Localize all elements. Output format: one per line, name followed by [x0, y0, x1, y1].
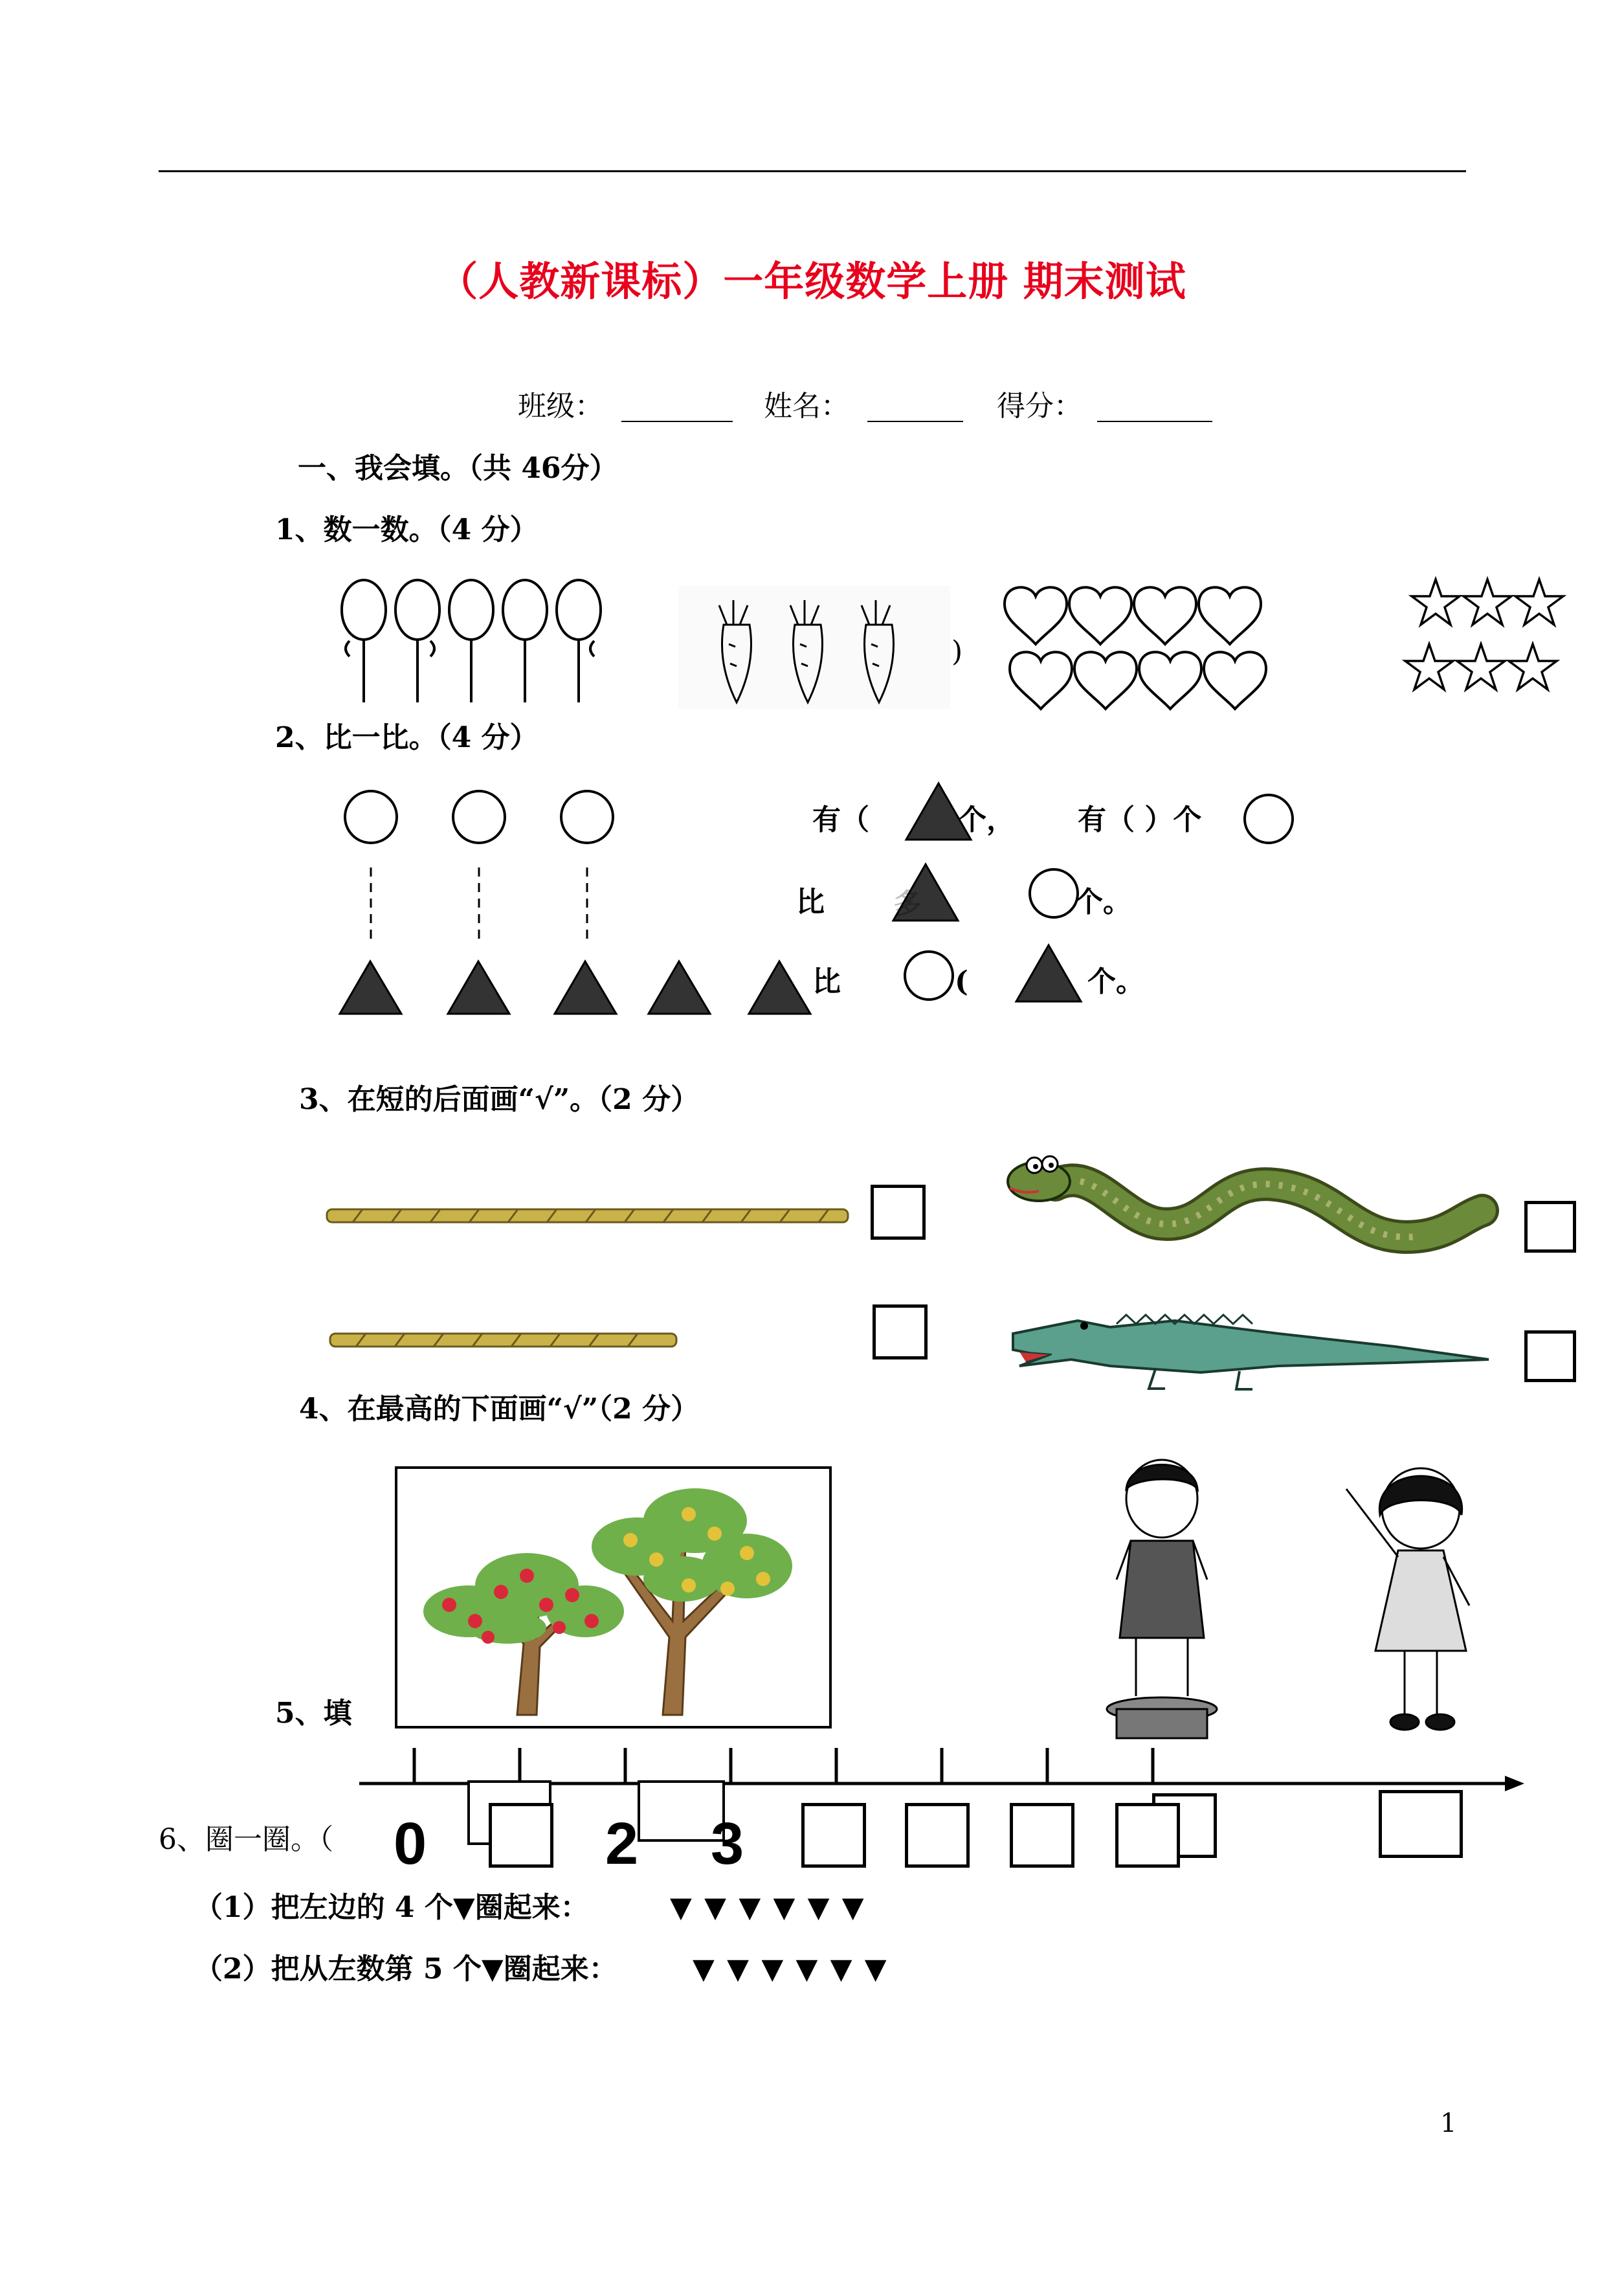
tree-icon [410, 1482, 825, 1721]
star-icon [1509, 644, 1557, 689]
heart-icon [1139, 652, 1201, 709]
circle-icon [453, 791, 505, 843]
section1-heading: 一、我会填。（共 46分） [298, 452, 618, 485]
hearts-group [1003, 579, 1275, 715]
girl-icon [1307, 1457, 1528, 1741]
star-icon [1515, 579, 1563, 625]
circle-icon [561, 791, 613, 843]
heart-icon [1134, 587, 1196, 644]
q6-row2-marks[interactable]: ▼ ▼ ▼ ▼ ▼ ▼ [693, 1952, 888, 1985]
star-icon [1412, 579, 1460, 625]
heart-icon [1199, 587, 1261, 644]
circle-icon [1243, 793, 1295, 845]
trees-frame [395, 1466, 832, 1728]
number-3: 3 [711, 1811, 744, 1877]
balloon-icon [395, 580, 439, 702]
answer-box-crocodile[interactable] [1524, 1330, 1576, 1382]
heart-icon [1069, 587, 1131, 644]
star-icon [1405, 644, 1453, 689]
carrots-group [678, 586, 950, 709]
q2-row3-bi: 比 [812, 965, 841, 998]
q5-label: 5、填 [275, 1697, 352, 1730]
heart-icon [1074, 652, 1137, 709]
number-box-5[interactable] [905, 1803, 970, 1868]
triangle-icon [340, 961, 401, 1014]
compare-figure [327, 783, 832, 1023]
snake-icon [1003, 1139, 1489, 1275]
balloon-icon [503, 580, 547, 702]
balloon-icon [449, 580, 493, 702]
score-blank[interactable] [1097, 421, 1212, 422]
top-rule [159, 170, 1466, 172]
rope-icon [330, 1327, 680, 1353]
class-blank[interactable] [621, 421, 733, 422]
number-box-6[interactable] [1010, 1803, 1074, 1868]
number-2: 2 [605, 1811, 639, 1877]
number-box-7[interactable] [1115, 1803, 1180, 1868]
q2-row3-ge: 个。 [1087, 965, 1144, 998]
triangle-icon [649, 961, 710, 1014]
q6-item1: （1）把左边的 4 个▼圈起来： [194, 1891, 589, 1924]
q3-label: 3、在短的后面画“√”。（2 分） [299, 1083, 700, 1116]
triangle-icon [749, 961, 810, 1014]
q6-item2: （2）把从左数第 5 个▼圈起来： [194, 1952, 617, 1985]
number-0: 0 [394, 1811, 427, 1877]
q4-label: 4、在最高的下面画“√”（2 分） [299, 1393, 700, 1426]
balloons-group [324, 576, 621, 712]
q2-row2-ge: 个。 [1074, 886, 1131, 919]
triangle-icon [555, 961, 616, 1014]
q1-paren-fragment: ) [951, 635, 963, 668]
stars-group [1398, 573, 1579, 709]
q2-row1-a: 有（ [812, 803, 869, 836]
page-title: （人教新课标）一年级数学上册 期末测试 [438, 258, 1186, 305]
heart-icon [1204, 652, 1266, 709]
name-blank[interactable] [867, 421, 963, 422]
page-number: 1 [1440, 2108, 1457, 2138]
answer-box-short-rope[interactable] [873, 1304, 928, 1359]
answer-box-snake[interactable] [1524, 1201, 1576, 1253]
rope-icon [327, 1203, 851, 1229]
q2-row2-duo: 多 [893, 888, 922, 921]
name-label: 姓名： [764, 390, 849, 423]
circle-icon [903, 950, 955, 1001]
crocodile-icon [1007, 1295, 1492, 1392]
class-label: 班级： [518, 390, 603, 423]
number-box-4[interactable] [801, 1803, 866, 1868]
q2-row3-paren: ( [955, 965, 968, 998]
q6-label: 6、圈一圈。（ [159, 1823, 333, 1856]
q1-label: 1、数一数。（4 分） [275, 513, 539, 546]
star-icon [1463, 579, 1511, 625]
triangle-icon [448, 961, 509, 1014]
star-icon [1457, 644, 1505, 689]
triangle-icon [1013, 942, 1084, 1003]
circle-icon [1028, 867, 1080, 919]
boy-icon [1078, 1450, 1246, 1741]
number-box-1[interactable] [489, 1803, 553, 1868]
q2-label: 2、比一比。（4 分） [275, 721, 539, 754]
q2-row1-b: 个， [958, 803, 1015, 836]
q2-row1-c: 有（ ）个 [1078, 803, 1202, 836]
q2-row2-bi: 比 [796, 886, 825, 919]
answer-box-long-rope[interactable] [871, 1185, 926, 1240]
heart-icon [1010, 652, 1072, 709]
circle-icon [345, 791, 397, 843]
heart-icon [1005, 587, 1067, 644]
score-label: 得分： [997, 390, 1082, 423]
q6-row1-marks[interactable]: ▼ ▼ ▼ ▼ ▼ ▼ [670, 1891, 865, 1924]
number-box-8[interactable] [1379, 1790, 1463, 1858]
